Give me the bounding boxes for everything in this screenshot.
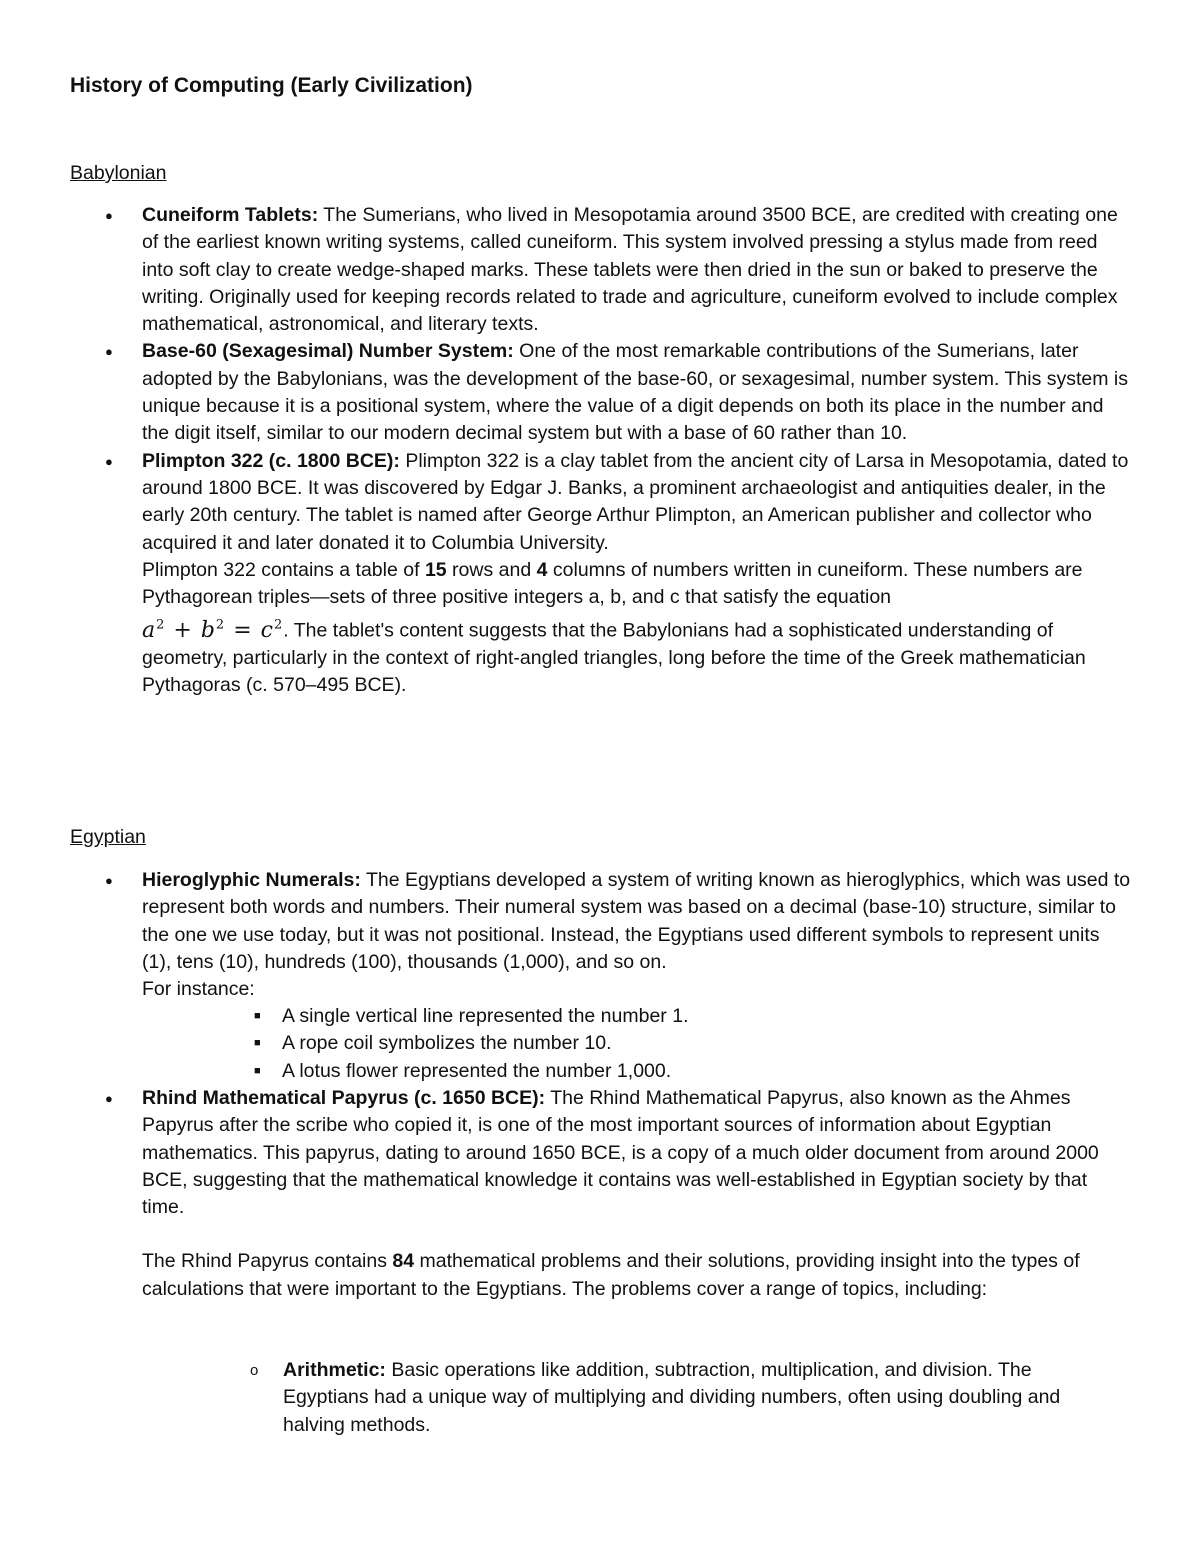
bullet-icon: ● <box>105 208 113 223</box>
item-text: The Egyptians developed a system of writing known as hieroglyphics, which was used to represent both words and numbers. Their numeral system was based on a decimal (base-10) structure, similar to the one we use today, but it was not positional. Instead, the Egyptians used different symbols to represent units (1), tens (10), hundreds (100), thousands (1,000), and so on. <box>142 869 1131 973</box>
topic-text: Basic operations like addition, subtraction, multiplication, and division. The Egyptians had a unique way of multiplying and dividing numbers, often using doubling and halving methods. <box>283 1359 1061 1436</box>
item-paragraph: Plimpton 322 contains a table of 15 rows and 4 columns of numbers written in cuneiform. These numbers are Pythagorean triples—sets of three positive integers a, b, and c that satisfy the equation $a^2 + b^2 = c^2$. The tablet's content suggests that the Babylonians had a sophisticated understanding of geometry, particularly in the context of right-angled triangles, long before the time of the Greek mathematician Pythagoras (c. 570–495 BCE). <box>142 558 1086 697</box>
list-item <box>105 338 1132 447</box>
bullet-icon: ● <box>105 344 113 360</box>
item-paragraph: The Rhind Papyrus contains 84 mathematical problems and their solutions, providing insight into the types of calculations that were important to the Egyptians. The problems cover a range of topics, including: <box>142 1250 1080 1300</box>
egyptian-list <box>105 867 1132 1003</box>
item-term: Base-60 (Sexagesimal) Number System: <box>142 340 514 363</box>
pythagorean-equation: $a^2 + b^2 = c^2$ <box>142 617 284 643</box>
list-item <box>105 202 1132 338</box>
babylonian-list <box>105 202 1132 700</box>
page-title: History of Computing (Early Civilization) <box>70 74 473 97</box>
item-term: Plimpton 322 (c. 1800 BCE): <box>142 449 400 472</box>
section-heading-egyptian: Egyptian <box>70 826 146 848</box>
sub-list-item: ■ A rope coil symbolizes the number 10. <box>142 1030 1132 1057</box>
item-text: The Rhind Mathematical Papyrus, also known as the Ahmes Papyrus after the scribe who copied it, is one of the most important sources of information about Egyptian mathematics. This papyrus, dating to around 1650 BCE, is a copy of a much older document from around 2000 BCE, suggesting that the mathematical knowledge it contains was well-established in Egyptian society by that time. <box>142 1087 1099 1219</box>
square-bullet-icon: ■ <box>254 1010 261 1022</box>
item-text: One of the most remarkable contributions of the Sumerians, later adopted by the Babylonians, was the development of the base-60, or sexagesimal, number system. This system is unique because it is a positional system, where the value of a digit depends on both its place in the number and the digit itself, similar to our modern decimal system but with a base of 60 rather than 10. <box>142 340 1128 445</box>
square-bullet-icon: ■ <box>254 1037 261 1050</box>
sub-list-item: ■ A lotus flower represented the number 1,000. <box>142 1058 1132 1085</box>
square-bullet-icon: ■ <box>254 1064 261 1077</box>
columns-count: 4 <box>536 558 548 581</box>
bullet-icon: ● <box>105 1091 113 1106</box>
item-term: Cuneiform Tablets: <box>142 204 319 226</box>
list-item <box>105 448 1132 700</box>
bullet-icon: ● <box>105 873 113 888</box>
item-text: The Sumerians, who lived in Mesopotamia around 3500 BCE, are credited with creating one of the earliest known writing systems, called cuneiform. This system involved pressing a stylus made from reed into soft clay to create wedge-shaped marks. These tablets were then dried in the sun or baked to preserve the writing. Originally used for keeping records related to trade and agriculture, cuneiform evolved to include complex mathematical, astronomical, and literary texts. <box>142 204 1118 336</box>
topics-list <box>0 1357 1132 1439</box>
sub-list-item: ■ A single vertical line represented the number 1. <box>142 1003 1132 1030</box>
item-text: Plimpton 322 is a clay tablet from the ancient city of Larsa in Mesopotamia, dated to around 1800 BCE. It was discovered by Edgar J. Banks, a prominent archaeologist and antiquities dealer, in the early 20th century. The tablet is named after George Arthur Plimpton, an American publisher and collector who acquired it and later donated it to Columbia University. <box>142 449 1129 554</box>
item-term: Hieroglyphic Numerals: <box>142 869 361 891</box>
egyptian-sublist <box>142 1003 1132 1085</box>
egyptian-list-2 <box>105 1085 1132 1303</box>
topic-term: Arithmetic: <box>283 1359 386 1381</box>
topic-item <box>0 1357 1103 1439</box>
problem-count: 84 <box>392 1250 415 1273</box>
list-item <box>105 1085 1132 1303</box>
hollow-circle-bullet-icon: o <box>250 1362 259 1379</box>
list-item <box>105 867 1132 1003</box>
item-term: Rhind Mathematical Papyrus (c. 1650 BCE): <box>142 1087 546 1109</box>
rows-count: 15 <box>424 558 447 581</box>
bullet-icon: ● <box>105 453 113 469</box>
section-heading-babylonian: Babylonian <box>70 162 167 184</box>
item-lead: For instance: <box>142 978 255 1001</box>
